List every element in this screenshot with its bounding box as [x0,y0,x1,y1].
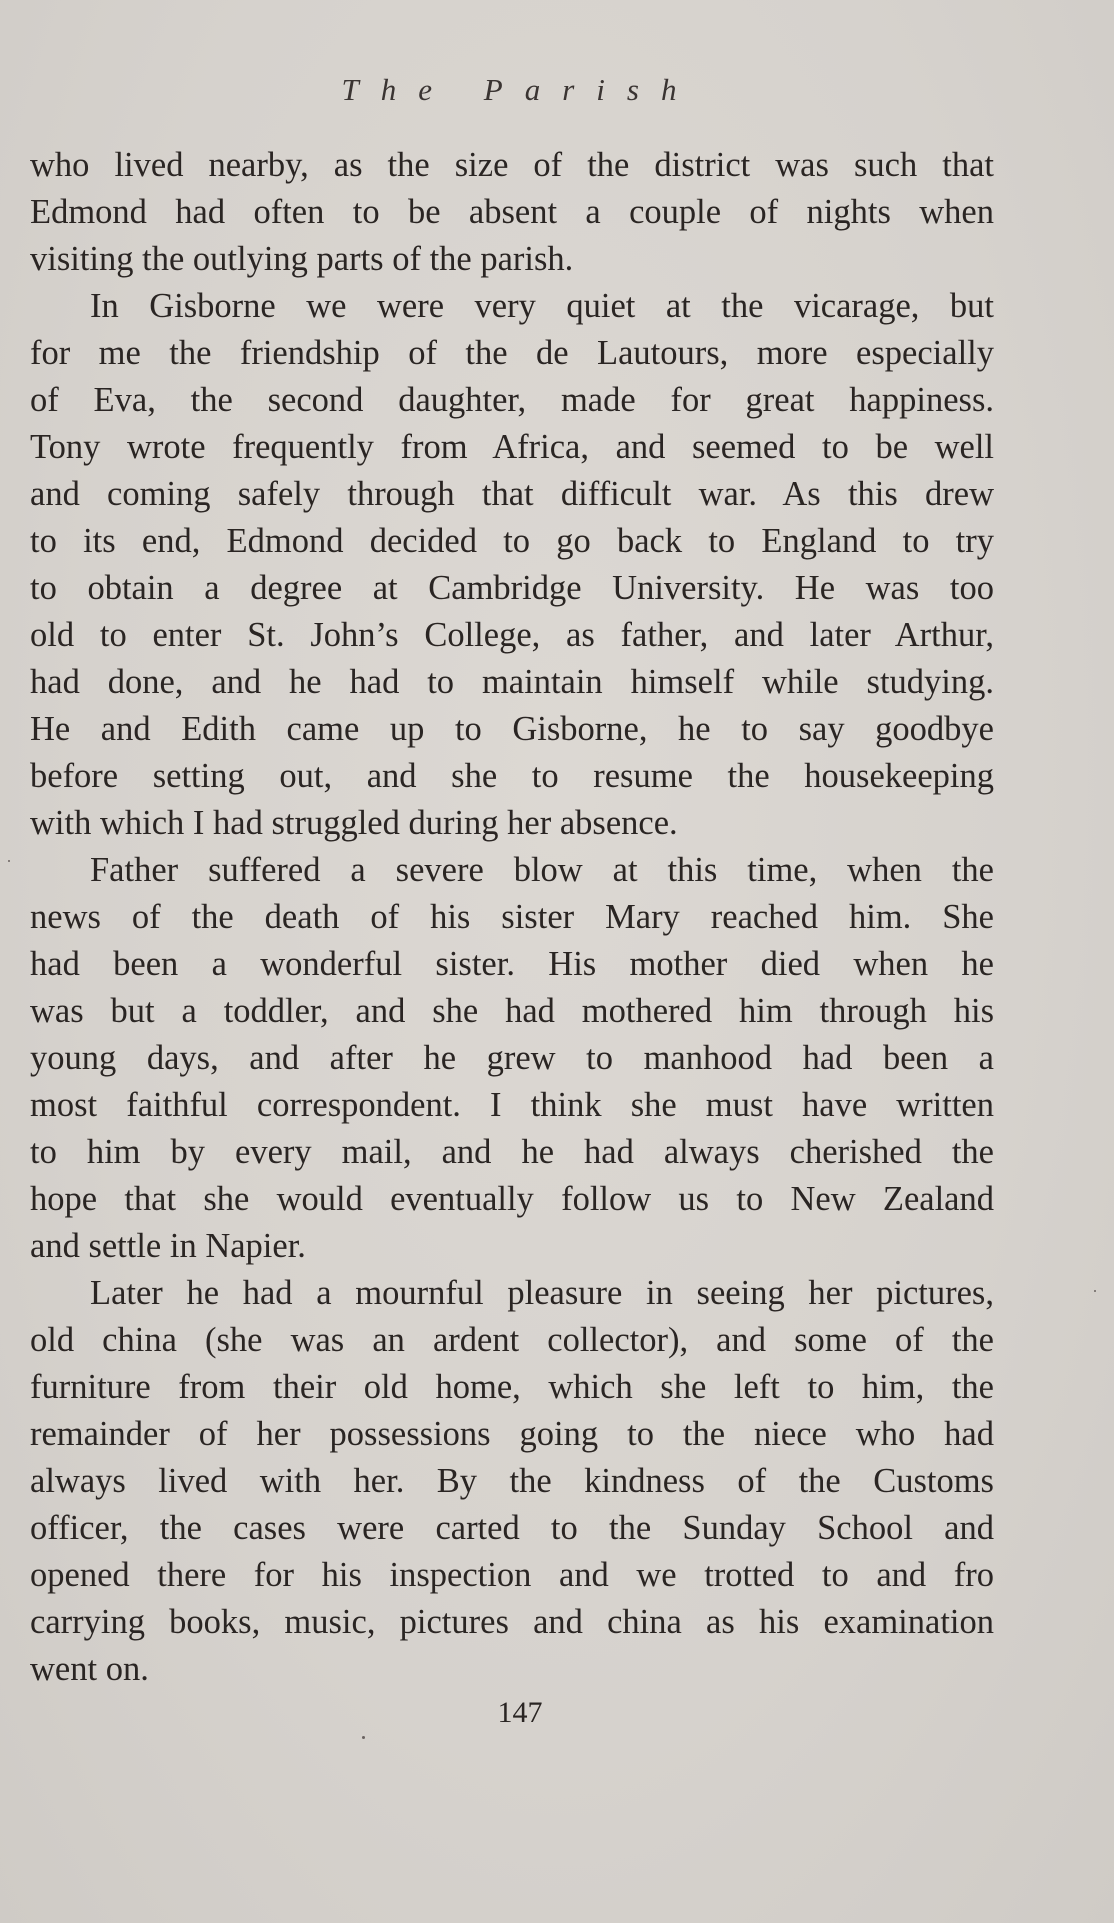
text-line: Tony wrote frequently from Africa, and seemed to be well [30,428,994,466]
text-line: went on. [30,1650,149,1688]
text-line: Father suffered a severe blow at this time, when the [90,851,994,889]
running-head: The Parish [341,72,699,107]
text-line: officer, the cases were carted to the Sunday School and [30,1509,994,1547]
text-line: old china (she was an ardent collector), and some of the [30,1321,994,1359]
text-line: carrying books, music, pictures and china as his examination [30,1603,994,1641]
text-line: and coming safely through that difficult war. As this drew [30,475,994,513]
text-line: to its end, Edmond decided to go back to England to try [30,522,994,560]
text-line: and settle in Napier. [30,1227,306,1265]
paper-speck [1094,1290,1096,1292]
text-line: old to enter St. John’s College, as father, and later Arthur, [30,616,994,654]
text-line: was but a toddler, and she had mothered him through his [30,992,994,1030]
text-line: In Gisborne we were very quiet at the vicarage, but [90,287,994,325]
text-line: hope that she would eventually follow us to New Zealand [30,1180,994,1218]
text-line: always lived with her. By the kindness of the Customs [30,1462,994,1500]
text-line: had been a wonderful sister. His mother died when he [30,945,994,983]
text-line: young days, and after he grew to manhood had been a [30,1039,994,1077]
text-line: visiting the outlying parts of the parish. [30,240,574,278]
paper-speck [362,1736,365,1739]
text-line: to obtain a degree at Cambridge University. He was too [30,569,994,607]
text-line: before setting out, and she to resume the housekeeping [30,757,994,795]
text-line: Edmond had often to be absent a couple of nights when [30,193,994,231]
text-line: to him by every mail, and he had always cherished the [30,1133,994,1171]
text-line: most faithful correspondent. I think she must have written [30,1086,994,1124]
text-line: remainder of her possessions going to the niece who had [30,1415,994,1453]
body-text [30,142,994,1693]
paragraph [30,847,994,1270]
text-line: furniture from their old home, which she left to him, the [30,1368,994,1406]
text-line: of Eva, the second daughter, made for great happiness. [30,381,994,419]
paragraph [30,283,994,847]
paragraph [30,1270,994,1693]
text-line: news of the death of his sister Mary reached him. She [30,898,994,936]
text-line: for me the friendship of the de Lautours, more especially [30,334,994,372]
text-line: with which I had struggled during her absence. [30,804,678,842]
text-line: opened there for his inspection and we trotted to and fro [30,1556,994,1594]
text-line: who lived nearby, as the size of the district was such that [30,146,994,184]
text-line: Later he had a mournful pleasure in seeing her pictures, [90,1274,994,1312]
paper-speck [8,860,10,862]
text-line: He and Edith came up to Gisborne, he to say goodbye [30,710,994,748]
paragraph [30,142,994,283]
text-line: had done, and he had to maintain himself while studying. [30,663,994,701]
page-number: 147 [497,1696,543,1729]
